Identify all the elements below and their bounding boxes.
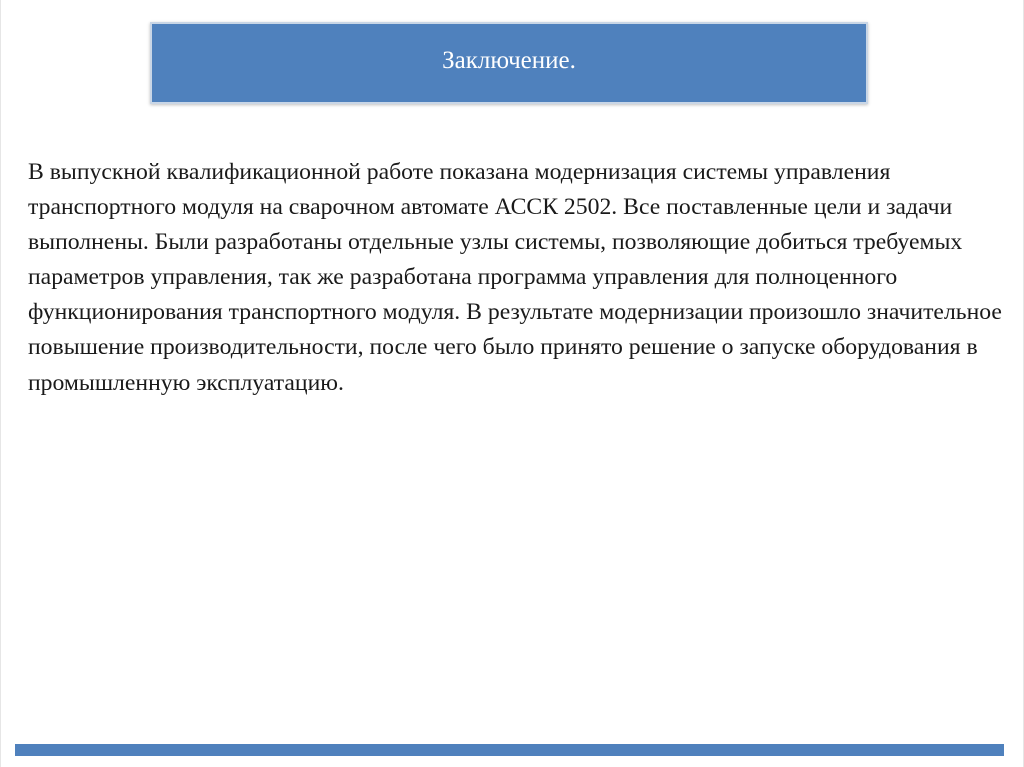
title-banner bbox=[150, 22, 868, 104]
footer-accent-bar bbox=[15, 744, 1004, 756]
slide-title: Заключение. bbox=[442, 46, 576, 74]
slide-body-text: В выпускной квалификационной работе показана модернизация системы управления транспортного модуля на сварочном автомате АССК 2502. Все поставленные цели и задачи выполнены. Были разработаны отдельные узлы системы, позволяющие добиться требуемых параметров управления, так же разработана программа управления для полноценного функционирования транспортного модуля. В результате модернизации произошло значительное повышение производительности, после чего было принято решение о запуске оборудования в промышленную эксплуатацию. bbox=[28, 159, 1002, 396]
